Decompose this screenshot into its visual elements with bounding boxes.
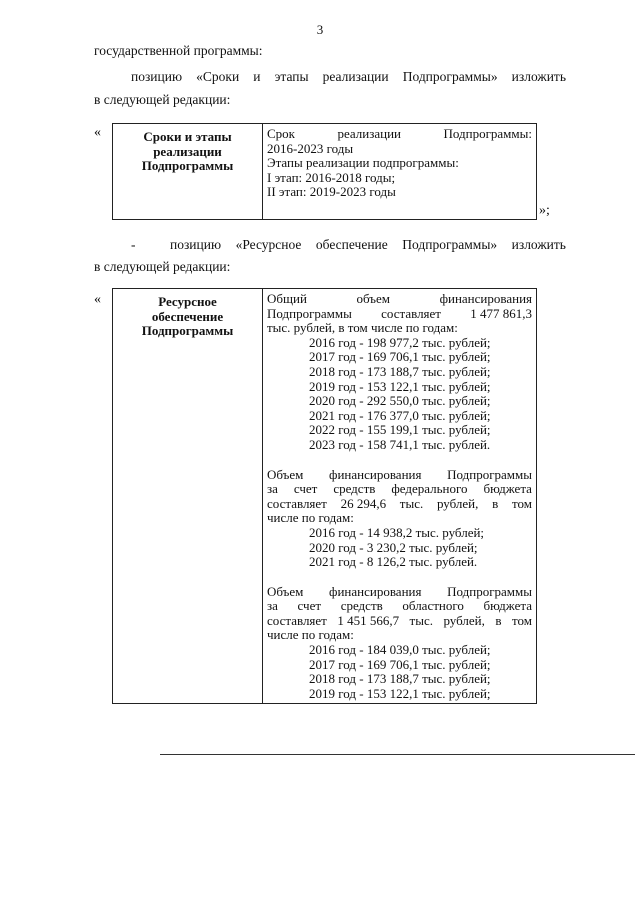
year-line: 2021 год - 176 377,0 тыс. рублей; — [309, 407, 491, 423]
page-number: 3 — [316, 22, 324, 37]
footer-rule — [160, 754, 635, 755]
label-line: Подпрограммы — [141, 323, 234, 339]
timeline-content — [263, 124, 537, 220]
para2-word: «Ресурсное — [235, 237, 302, 252]
word: тыс. — [399, 495, 424, 511]
word: средств — [333, 481, 376, 497]
word: составляет — [267, 495, 327, 511]
word: Объем — [267, 466, 304, 482]
word: в — [495, 612, 502, 628]
year-line: 2020 год - 3 230,2 тыс. рублей; — [309, 539, 478, 555]
word: реализации — [337, 126, 402, 141]
word: том — [511, 612, 532, 628]
intro-word: Подпрограммы» — [402, 69, 498, 84]
federal-line-3 — [267, 497, 532, 512]
timeline-label — [113, 124, 263, 220]
para2-line-1 — [170, 236, 566, 254]
label-line: Ресурсное — [158, 294, 217, 309]
year-line: 2018 год - 173 188,7 тыс. рублей; — [309, 671, 491, 687]
word: рублей, — [443, 612, 485, 628]
word: 1 451 566,7 — [337, 612, 400, 628]
resource-label — [113, 289, 263, 704]
para2-word: Подпрограммы» — [402, 237, 498, 252]
word: 26 294,6 — [340, 495, 387, 511]
word: составляет — [267, 612, 327, 628]
year-line: 2022 год - 155 199,1 тыс. рублей; — [309, 422, 491, 438]
word: финансирования — [439, 291, 532, 306]
word: финансирования — [329, 466, 422, 482]
regional-line-3 — [267, 614, 532, 629]
resource-content — [263, 289, 537, 704]
word: 1 477 861,3 — [470, 305, 532, 321]
word: бюджета — [483, 481, 532, 497]
dash: - — [131, 237, 136, 252]
year-line: 2018 год - 173 188,7 тыс. рублей; — [309, 363, 491, 379]
year-line: 2016 год - 184 039,0 тыс. рублей; — [309, 642, 491, 658]
word: Подпрограммы — [267, 305, 352, 321]
word: том — [511, 495, 532, 511]
total-line-2 — [267, 307, 532, 322]
open-quote-1: « — [94, 125, 101, 140]
close-quote-1: »; — [539, 203, 550, 218]
year-line: 2016 год - 14 938,2 тыс. рублей; — [309, 524, 485, 540]
year-line: 2016 год - 198 977,2 тыс. рублей; — [309, 334, 491, 350]
para2-word: обеспечение — [315, 237, 388, 252]
intro-word: и — [253, 69, 261, 84]
federal-line-2 — [267, 482, 532, 497]
intro-word: изложить — [511, 69, 566, 84]
year-line: 2017 год - 169 706,1 тыс. рублей; — [309, 656, 491, 672]
federal-line-4: числе по годам: — [267, 510, 354, 526]
word: Подпрограммы: — [443, 126, 532, 141]
regional-line-1 — [267, 585, 532, 600]
open-quote-2: « — [94, 292, 101, 307]
timeline-line: I этап: 2016-2018 годы; — [267, 169, 396, 185]
intro-word: «Сроки — [196, 69, 240, 84]
word: средств — [340, 598, 383, 614]
word: рублей, — [436, 495, 479, 511]
para2-word: позицию — [170, 237, 222, 252]
intro-word: реализации — [322, 69, 389, 84]
word: финансирования — [329, 583, 422, 599]
regional-line-4: числе по годам: — [267, 627, 354, 643]
label-line: обеспечение — [151, 308, 224, 324]
word: за — [267, 481, 278, 497]
timeline-line-1 — [267, 127, 532, 142]
timeline-line: II этап: 2019-2023 годы — [267, 184, 396, 200]
word: счет — [297, 598, 322, 614]
intro-line-1: государственной программы: — [94, 43, 263, 58]
word: Подпрограммы — [447, 583, 532, 599]
para2-word: изложить — [511, 237, 566, 252]
word: областного — [402, 598, 464, 614]
regional-line-2 — [267, 599, 532, 614]
word: Подпрограммы — [447, 466, 532, 482]
year-line: 2019 год - 153 122,1 тыс. рублей; — [309, 378, 491, 394]
word: Общий — [267, 291, 307, 306]
word: федерального — [391, 481, 468, 497]
year-line: 2019 год - 153 122,1 тыс. рублей; — [309, 685, 491, 701]
intro-line-3: в следующей редакции: — [94, 92, 231, 107]
word: составляет — [381, 305, 441, 321]
label-line: реализации — [153, 143, 222, 159]
timeline-line: Этапы реализации подпрограммы: — [267, 155, 459, 171]
year-line: 2021 год - 8 126,2 тыс. рублей. — [309, 554, 478, 570]
word: за — [267, 598, 278, 614]
para2-line-2: в следующей редакции: — [94, 259, 231, 274]
intro-word: позицию — [131, 69, 183, 84]
total-line-3: тыс. рублей, в том числе по годам: — [267, 320, 458, 336]
word: в — [492, 495, 499, 511]
federal-line-1 — [267, 468, 532, 483]
word: счет — [293, 481, 318, 497]
word: бюджета — [483, 598, 532, 614]
year-line: 2017 год - 169 706,1 тыс. рублей; — [309, 349, 491, 365]
year-line: 2023 год - 158 741,1 тыс. рублей. — [309, 436, 491, 452]
word: Объем — [267, 583, 304, 599]
timeline-table — [112, 123, 537, 220]
word: объем — [356, 291, 391, 306]
label-line: Сроки и этапы — [143, 129, 232, 144]
word: тыс. — [409, 612, 433, 628]
total-line-1 — [267, 292, 532, 307]
year-line: 2020 год - 292 550,0 тыс. рублей; — [309, 393, 491, 409]
intro-line-2 — [131, 68, 566, 86]
intro-word: этапы — [274, 69, 309, 84]
label-line: Подпрограммы — [141, 158, 234, 174]
timeline-line: 2016-2023 годы — [267, 140, 354, 156]
resource-table — [112, 288, 537, 704]
word: Срок — [267, 126, 295, 141]
